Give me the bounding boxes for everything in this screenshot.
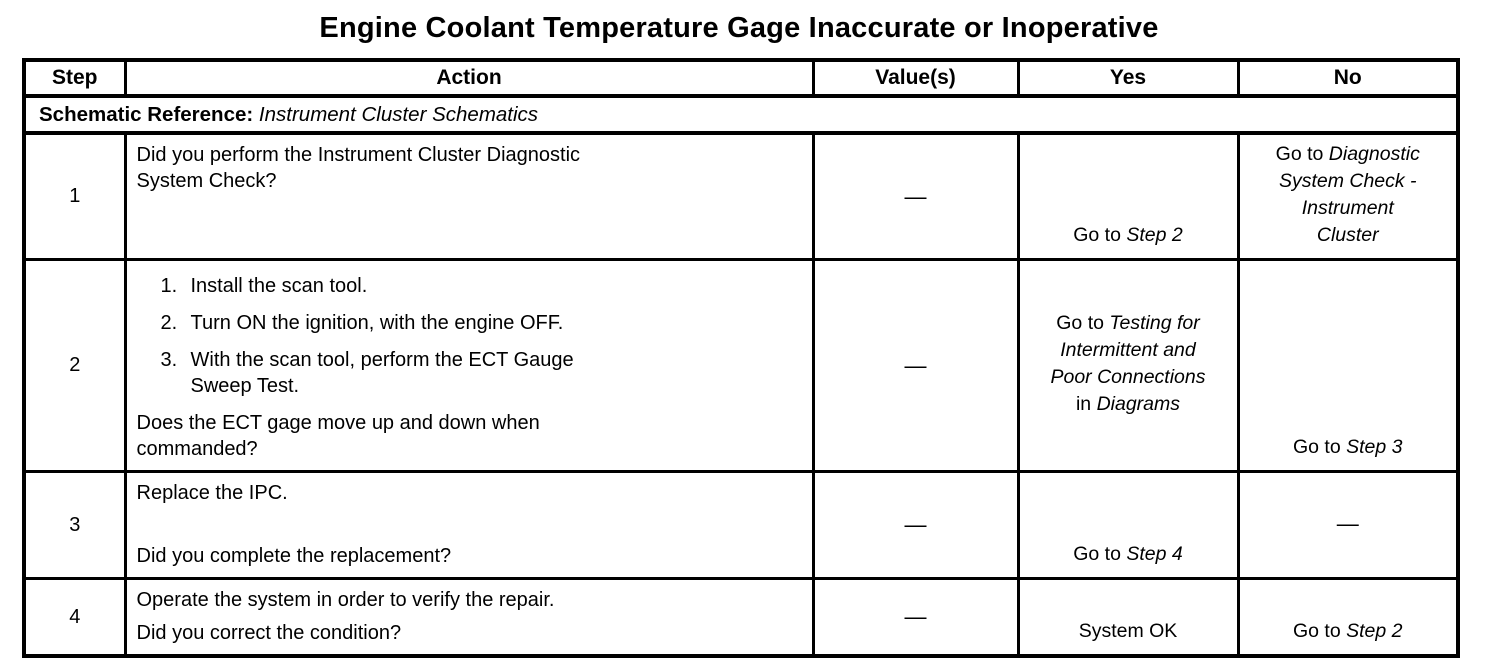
step-number: 3: [24, 472, 125, 579]
col-header-no: No: [1238, 60, 1458, 96]
action-question: Did you correct the condition?: [136, 622, 402, 644]
step-number: 2: [24, 260, 125, 472]
col-header-step: Step: [24, 60, 125, 96]
no-text: Go to Step 2: [1292, 620, 1403, 642]
list-item-text: Turn ON the ignition, with the engine OFF.: [190, 312, 564, 334]
no-cell: [1238, 133, 1458, 260]
yes-text: Go to Step 2: [1073, 224, 1183, 246]
action-cell: [125, 472, 813, 579]
col-header-values: Value(s): [813, 60, 1018, 96]
action-question: Did you complete the replacement?: [136, 545, 452, 567]
value-cell: —: [813, 260, 1018, 472]
action-intro: Operate the system in order to verify the repair.: [136, 589, 555, 611]
no-cell: [1238, 472, 1458, 579]
action-cell: [125, 133, 813, 260]
schematic-reference-label: Schematic Reference:: [39, 102, 254, 126]
schematic-reference-row: [24, 96, 1458, 133]
yes-cell: [1018, 472, 1238, 579]
action-list-item: [161, 273, 802, 299]
yes-cell: [1018, 579, 1238, 657]
action-intro: Replace the IPC.: [136, 482, 288, 504]
step-number: 4: [24, 579, 125, 657]
no-text: Go to Diagnostic System Check - Instrument Cluster: [1275, 143, 1420, 246]
no-cell: [1238, 579, 1458, 657]
value-cell: —: [813, 133, 1018, 260]
yes-text: Go to Testing for Intermittent and Poor Connections in Diagrams: [1050, 312, 1206, 415]
action-cell: [125, 579, 813, 657]
table-row: [24, 472, 1458, 579]
action-question: Did you perform the Instrument Cluster Diagnostic System Check?: [136, 144, 581, 192]
action-question: Does the ECT gage move up and down when commanded?: [136, 412, 540, 460]
table-row: [24, 133, 1458, 260]
no-cell: [1238, 260, 1458, 472]
col-header-yes: Yes: [1018, 60, 1238, 96]
schematic-reference-value: Instrument Cluster Schematics: [258, 102, 539, 126]
value-cell: —: [813, 472, 1018, 579]
action-cell: [125, 260, 813, 472]
step-number: 1: [24, 133, 125, 260]
no-text: —: [1336, 511, 1359, 536]
table-row: [24, 579, 1458, 657]
action-list-item: [161, 347, 802, 399]
table-row: [24, 260, 1458, 472]
list-marker: 3.: [160, 349, 178, 371]
list-marker: 2.: [160, 312, 178, 334]
schematic-reference-cell: [24, 96, 1458, 133]
list-item-text: Install the scan tool.: [190, 275, 368, 297]
no-text: Go to Step 3: [1292, 436, 1403, 458]
list-marker: 1.: [160, 275, 178, 297]
yes-cell: [1018, 260, 1238, 472]
page-title: Engine Coolant Temperature Gage Inaccurate or Inoperative: [319, 12, 1159, 44]
value-cell: —: [813, 579, 1018, 657]
list-item-text: With the scan tool, perform the ECT Gauge Sweep Test.: [190, 349, 574, 397]
yes-cell: [1018, 133, 1238, 260]
table-header-row: [24, 60, 1458, 96]
action-list-item: [161, 310, 802, 336]
col-header-action: Action: [125, 60, 813, 96]
yes-text: System OK: [1078, 620, 1178, 642]
diagnostic-table: [22, 58, 1460, 658]
yes-text: Go to Step 4: [1073, 543, 1183, 565]
